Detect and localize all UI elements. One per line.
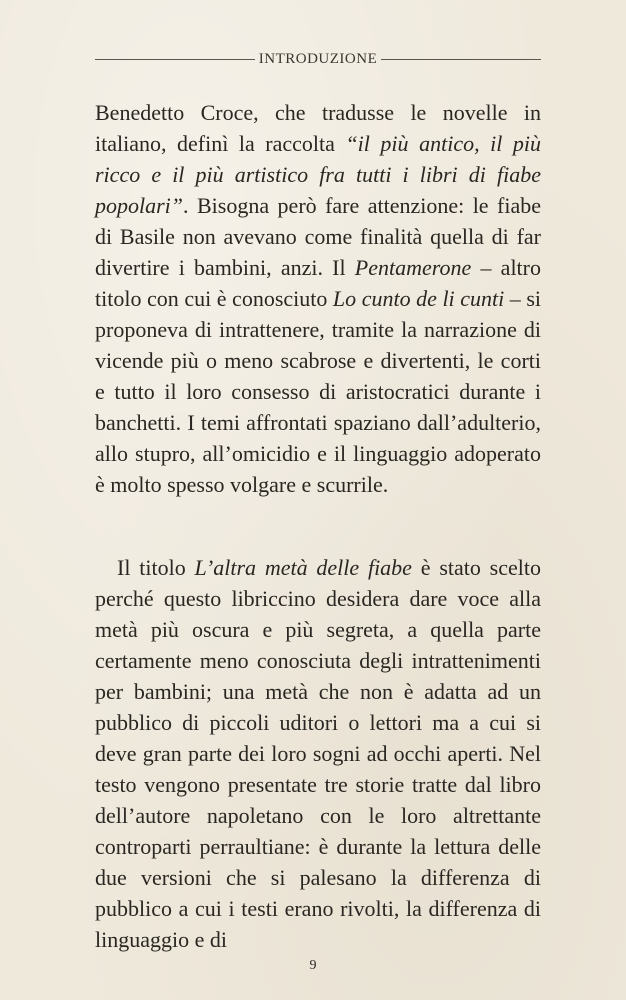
paragraph-1-text-3: – altro titolo con cui è conosciuto [95,255,541,311]
page-number: 9 [309,958,317,973]
title-book: L’altra metà delle fiabe [194,555,412,580]
paragraph-1 [95,97,541,500]
title-pentamerone: Pentamerone [354,255,472,280]
croce-quote: “il più antico, il più ricco e il più artistico fra tutti i libri di fiabe popolari” [95,131,541,218]
paragraph-2-text-2: è stato scelto perché questo libriccino desidera dare voce alla metà più oscura e più segreta, a quella parte certamente meno conosciuta degli intrattenimenti per bambini; una metà che non è adatta ad un pubblico di piccoli uditori o lettori ma a cui si deve gran parte dei loro sogni ad occhi aperti. Nel testo vengono presentate tre storie tratte dal libro dell’autore napoletano con le loro altrettante controparti perraultiane: è durante la lettura delle due versioni che si palesano la differenza di pubblico a cui i testi erano rivolti, la differenza di linguaggio e di [95,555,541,952]
body-text [95,97,541,955]
paragraph-1-text-4: – si proponeva di intrattenere, tramite la narrazione di vicende più o meno scabrose e divertenti, le corti e tutto il loro consesso di aristocratici durante i banchetti. I temi affrontati spaziano dall’adulterio, allo stupro, all’omicidio e il linguaggio adoperato è molto spesso volgare e scurrile. [95,286,541,497]
paragraph-1-text-1: Benedetto Croce, che tradusse le novelle in italiano, definì la raccolta [95,100,541,156]
header-rule-left [95,59,255,60]
paragraph-1-text-2: . Bisogna però fare attenzione: le fiabe di Basile non avevano come finalità quella di far divertire i bambini, anzi. Il [95,193,541,280]
header-rule-right [381,59,541,60]
paragraph-2 [95,552,541,955]
header-title: INTRODUZIONE [258,50,378,67]
running-header [95,44,541,74]
paragraph-2-text-1: Il titolo [117,555,195,580]
title-lo-cunto: Lo cunto de li cunti [332,286,505,311]
